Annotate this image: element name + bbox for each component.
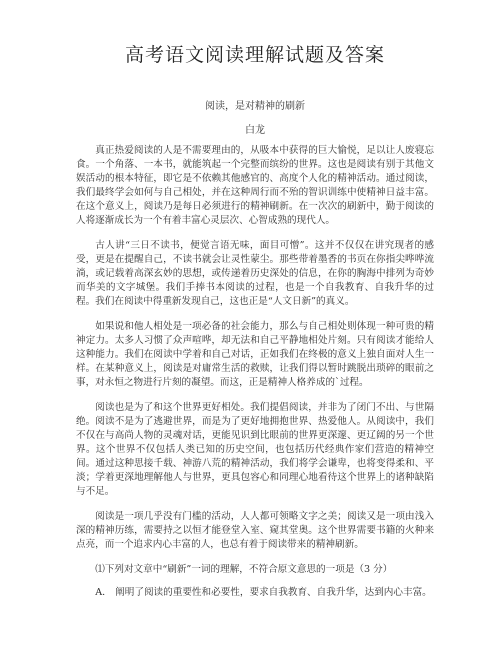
option-a: [76, 586, 434, 600]
option-a-text: 阐明了阅读的重要性和必要性，要求自我教育、自我升华，达到内心丰富。: [115, 587, 432, 598]
article-title: 阅读，是对精神的刷新: [205, 101, 305, 112]
paragraph-3: 如果说和他人相处是一项必备的社会能力，那么与自己相处则体现一种可贵的精神定力。太多人习惯了众声喧哗，却无法和自己平静地相处片刻。只有阅读才能给人这种能力。我们在阅读中学着和自己对话，正如我们在终极的意义上独自面对人生一样。在某种意义上，阅读是对庸常生活的救赎，让我们得以暂时跳脱出琐碎的眼前之事，对永恒之物进行片刻的凝望。而这，正是精神人格养成的`过程。: [76, 321, 434, 388]
page-title: 高考语文阅读理解试题及答案: [124, 44, 385, 66]
question-1: ⑴下列对文章中“刷新”一词的理解，不符合原文意思的一项是（3 分）: [95, 564, 393, 575]
paragraph-2: 古人讲“三日不读书，便觉言语无味，面目可憎”。这并不仅仅在讲究现者的感受，更是在提醒自己，不读书就会让灵性蒙尘。那些带着墨香的书页在你指尖哗哗流淌，或记载着高深玄妙的思想，或传递着历史深处的信息，在你的胸海中排列为奇妙而华美的文字城堡。我们手捧书本阅读的过程，也是一个自我教育、自我升华的过程。我们在阅读中得重新发现自己，这也正是“人文日新”的真义。: [76, 240, 434, 307]
paragraph-4: 阅读也是为了和这个世界更好相处。我们提倡阅读，并非为了闭门不出、与世隔绝。阅读不是为了逃避世界，而是为了更好地拥抱世界、热爱他人。从阅读中，我们不仅在与高尚人物的灵魂对话，更能见识到比眼前的世界更深邃、更辽阔的另一个世界。这个世界不仅包括人类已知的历史空间，也包括历代经典作家们营造的精神空间。通过这种思接千载、神游八荒的精神活动，我们将学会谦卑，也将变得柔和、平淡；学着更深地理解他人与世界，更具包容心和同理心地看待这个世界上的诸种缺陷与不足。: [76, 402, 434, 497]
paragraph-1: 真正热爱阅读的人是不需要理由的，从吸本中获得的巨大愉悦，足以让人废寝忘食。一个角落、一本书，就能筑起一个完整而缤纷的世界。这也是阅读有别于其他文娱活动的根本特征，即它是不依赖其他感官的、高度个人化的精神活动。通过阅读，我们最终学会如何与自己相处，并在这种周行而不殆的智识训练中使精神日益丰富。在这个意义上，阅读乃是每日必须进行的精神刷新。在一次次的刷新中，勤于阅读的人将逐渐成长为一个有着丰富心灵层次、心智成熟的现代人。: [76, 145, 434, 226]
option-a-key: A.: [95, 587, 106, 598]
paragraph-5: 阅读是一项几乎没有门槛的活动，人人都可领略文字之美；阅读又是一项由浅入深的精神历练，需要持之以恒才能登堂入室、窥其堂奥。这个世界需要书籍的火种来点亮，而一个追求内心丰富的人，也总有着于阅读带来的精神刷新。: [76, 511, 434, 550]
article-author: 白龙: [245, 125, 265, 136]
